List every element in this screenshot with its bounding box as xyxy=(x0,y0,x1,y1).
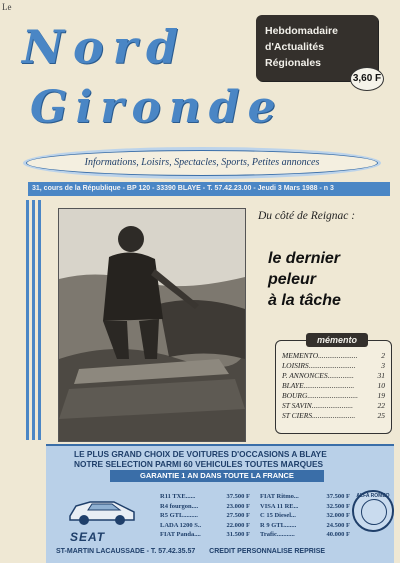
toc-row xyxy=(282,411,385,421)
car-model: R11 TXE...... xyxy=(160,493,196,500)
logo-text: ALFA ROMEO xyxy=(356,493,390,499)
ad-headline-2: NOTRE SELECTION PARMI 60 VEHICULES TOUTES MARQUES xyxy=(74,459,324,469)
car-price: 31.500 F xyxy=(226,531,250,538)
article-kicker: Du côté de Reignac : xyxy=(258,210,356,222)
decorative-stripes xyxy=(26,200,44,440)
car-price: 27.500 F xyxy=(226,512,250,519)
toc-label: BLAYE........................... xyxy=(282,381,355,390)
toc-page: 3 xyxy=(381,361,385,370)
toc-label: LOISIRS......................... xyxy=(282,361,356,370)
toc-label: P. ANNONCES.............. xyxy=(282,371,354,380)
car-row xyxy=(160,511,250,521)
title-gironde: Gironde xyxy=(30,82,284,133)
car-model: R5 GTL......... xyxy=(160,512,198,519)
tagline: Informations, Loisirs, Spectacles, Sports, Petites annonces xyxy=(84,157,320,168)
car-price: 22.000 F xyxy=(226,521,250,529)
car-row xyxy=(160,530,250,540)
price-badge: 3,60 F xyxy=(350,67,384,91)
weekly-badge xyxy=(256,15,382,84)
car-icon xyxy=(66,492,138,528)
car-row xyxy=(260,511,350,521)
car-dealer-ad xyxy=(46,444,394,563)
car-row xyxy=(160,502,250,512)
car-row xyxy=(260,530,350,540)
car-price: 23.000 F xyxy=(226,502,250,510)
photo-illustration xyxy=(59,209,245,441)
toc-page: 25 xyxy=(377,411,385,420)
tagline-oval xyxy=(26,150,378,176)
car-price: 24.500 F xyxy=(326,521,350,529)
toc-page: 22 xyxy=(377,401,385,410)
car-model: FIAT Ritmo... xyxy=(260,493,299,500)
toc-row xyxy=(282,351,385,361)
seat-brand: SEAT xyxy=(70,530,106,544)
car-row xyxy=(160,521,250,531)
table-of-contents xyxy=(282,351,385,421)
toc-page: 2 xyxy=(381,351,385,360)
car-price: 32.000 F xyxy=(326,512,350,519)
toc-row xyxy=(282,391,385,401)
toc-label: MEMENTO..................... xyxy=(282,351,358,360)
car-model: R 9 GTL....... xyxy=(260,521,297,529)
car-price: 37.500 F xyxy=(326,493,350,500)
car-model: VISA 11 RE... xyxy=(260,502,299,510)
weekly-line-1: Hebdomadaire xyxy=(265,25,338,37)
toc-page: 31 xyxy=(377,371,385,380)
car-model: C 15 Diesel... xyxy=(260,512,296,519)
toc-page: 19 xyxy=(377,391,385,400)
car-model: Trafic........... xyxy=(260,531,295,538)
weekly-line-2: d'Actualités xyxy=(265,41,325,53)
memento-title: mémento xyxy=(306,333,368,347)
address-bar: 31, cours de la République - BP 120 - 33390 BLAYE - T. 57.42.23.00 - Jeudi 3 Mars 1988 - n 3 xyxy=(28,182,390,196)
headline-line-3: à la tâche xyxy=(268,292,341,309)
ad-footer xyxy=(56,548,386,555)
toc-row xyxy=(282,381,385,391)
headline-line-2: peleur xyxy=(268,271,317,288)
toc-label: ST CIERS....................... xyxy=(282,411,356,420)
cover-photo xyxy=(58,208,246,442)
credit-offer: CREDIT PERSONNALISE REPRISE xyxy=(209,548,326,555)
car-model: FIAT Panda.... xyxy=(160,531,201,538)
car-row xyxy=(260,502,350,512)
dealer-address: ST-MARTIN LACAUSSADE - T. 57.42.35.57 xyxy=(56,548,196,555)
car-row xyxy=(260,492,350,502)
weekly-line-3: Régionales xyxy=(265,57,322,69)
ad-headline-1: LE PLUS GRAND CHOIX DE VOITURES D'OCCASIONS A BLAYE xyxy=(74,449,327,459)
toc-page: 10 xyxy=(377,381,385,390)
toc-row xyxy=(282,361,385,371)
car-price: 40.000 F xyxy=(326,531,350,538)
car-list-right xyxy=(260,492,350,540)
toc-label: BOURG........................... xyxy=(282,391,359,400)
car-model: R4 fourgon.... xyxy=(160,502,199,510)
memento-box xyxy=(275,335,392,434)
corner-label: Le xyxy=(2,2,12,12)
car-row xyxy=(160,492,250,502)
toc-label: ST SAVIN...................... xyxy=(282,401,353,410)
car-price: 32.500 F xyxy=(326,502,350,510)
car-row xyxy=(260,521,350,531)
headline-line-1: le dernier xyxy=(268,250,341,267)
car-list-left xyxy=(160,492,250,540)
guarantee-banner: GARANTIE 1 AN DANS TOUTE LA FRANCE xyxy=(110,470,324,482)
alfa-romeo-logo xyxy=(352,490,394,532)
toc-row xyxy=(282,401,385,411)
car-price: 37.500 F xyxy=(226,493,250,500)
title-nord: Nord xyxy=(22,20,188,74)
masthead xyxy=(14,10,390,180)
article-headline xyxy=(268,248,388,311)
car-model: LADA 1200 S.. xyxy=(160,521,202,529)
logo-emblem-icon xyxy=(361,499,387,525)
toc-row xyxy=(282,371,385,381)
